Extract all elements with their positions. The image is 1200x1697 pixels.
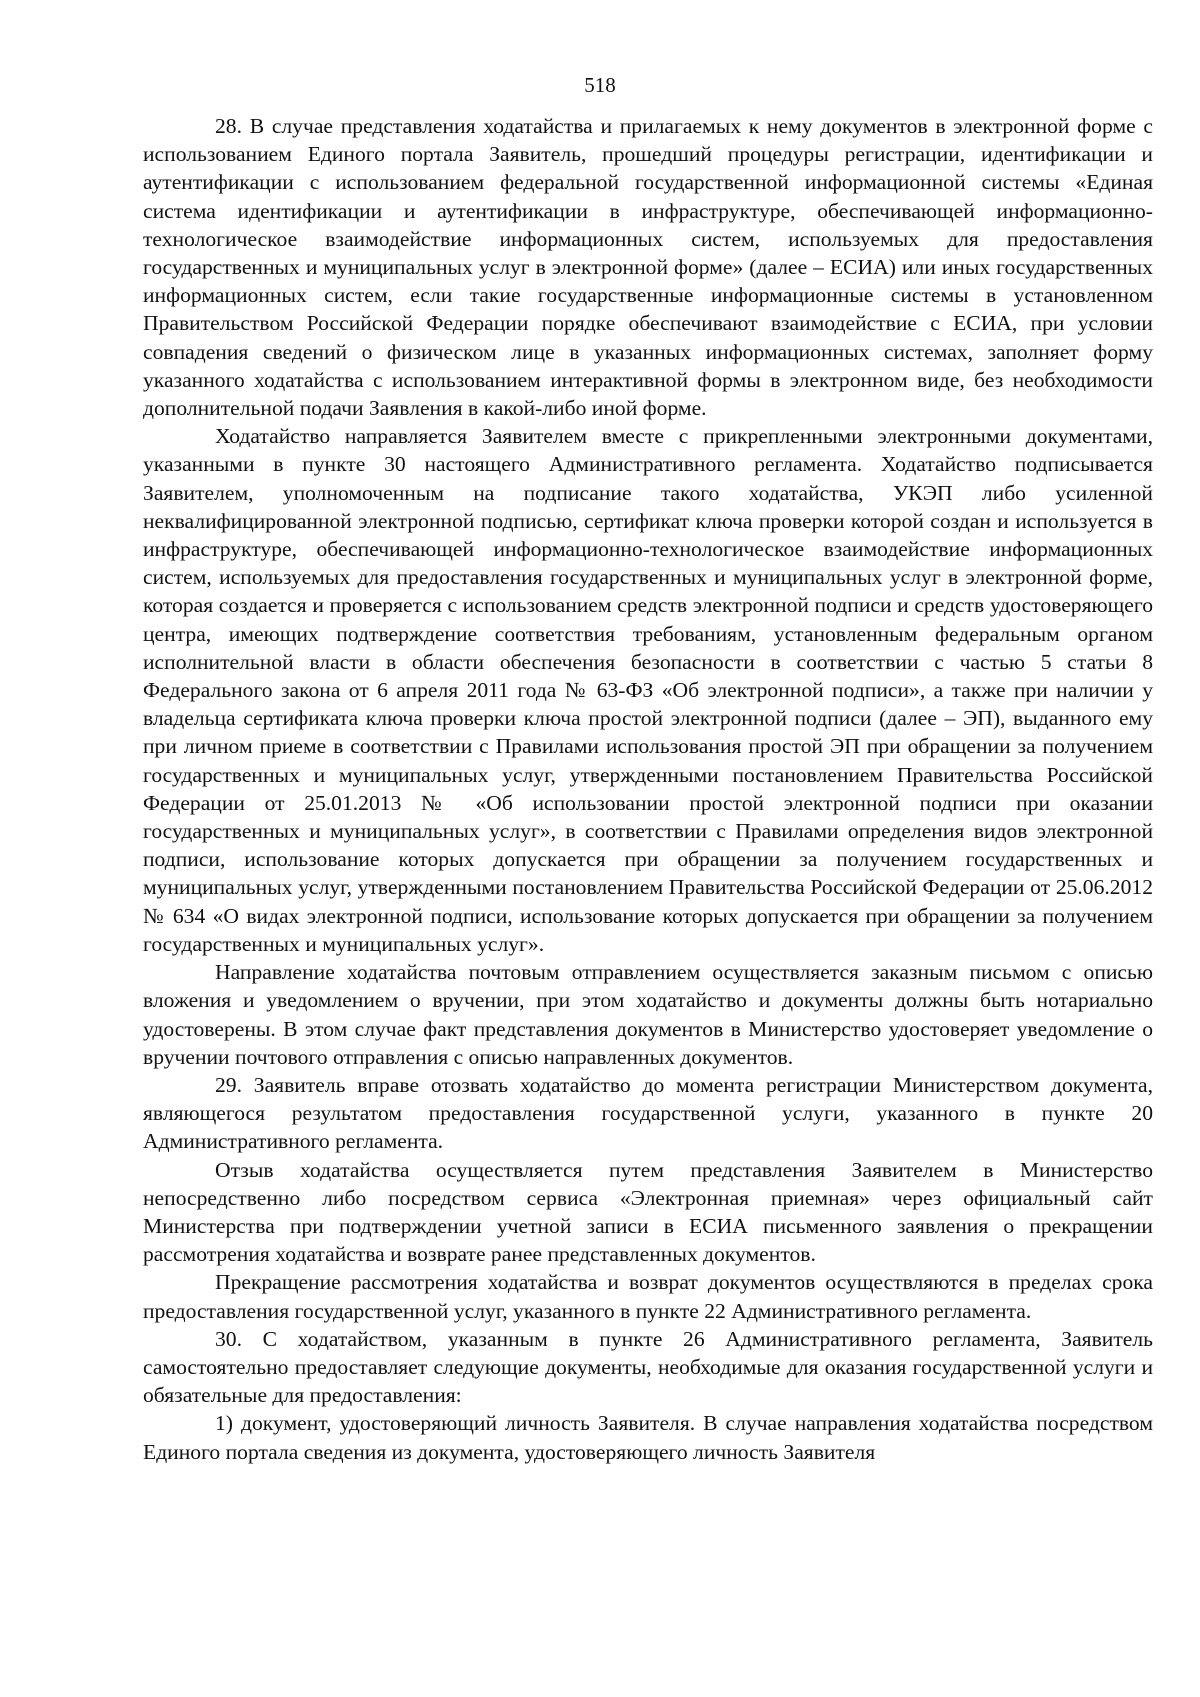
paragraph-postal-delivery: Направление ходатайства почтовым отправлением осуществляется заказным письмом с описью вложения и уведомлением о вручении, при этом ходатайство и документы должны быть нотариально удостоверены. В этом случае факт представления документов в Министерство удостоверяет уведомление о вручении почтового отправления с описью направленных документов. [143,960,1153,1069]
document-body [143,112,1153,1466]
paragraph-30: 30. С ходатайством, указанным в пункте 26 Административного регламента, Заявитель самостоятельно предоставляет следующие документы, необходимые для оказания государственной услуги и обязательные для предоставления: [143,1326,1153,1408]
paragraph-28: 28. В случае представления ходатайства и прилагаемых к нему документов в электронной форме с использованием Единого портала Заявитель, прошедший процедуры регистрации, идентификации и аутентификации с использованием федеральной государственной информационной системы «Единая система идентификации и аутентификации в инфраструктуре, обеспечивающей информационно-технологическое взаимодействие информационных систем, используемых для предоставления государственных и муниципальных услуг в электронной форме» (далее – ЕСИА) или иных государственных информационных систем, если такие государственные информационные системы в установленном Правительством Российской Федерации порядке обеспечивают взаимодействие с ЕСИА, при условии совпадения сведений о физическом лице в указанных информационных системах, заполняет форму указанного ходатайства с использованием интерактивной формы в электронном виде, без необходимости дополнительной подачи Заявления в какой-либо иной форме. [143,114,1153,421]
paragraph-termination: Прекращение рассмотрения ходатайства и возврат документов осуществляются в пределах срока предоставления государственной услуг, указанного в пункте 22 Административного регламента. [143,1270,1153,1323]
paragraph-withdrawal: Отзыв ходатайства осуществляется путем представления Заявителем в Министерство непосредственно либо посредством сервиса «Электронная приемная» через официальный сайт Министерства при подтверждении учетной записи в ЕСИА письменного заявления о прекращении рассмотрения ходатайства и возврате ранее представленных документов. [143,1157,1153,1267]
paragraph-29: 29. Заявитель вправе отозвать ходатайство до момента регистрации Министерством документа, являющегося результатом предоставления государственной услуги, указанного в пункте 20 Административного регламента. [143,1072,1153,1154]
page-number: 518 [584,73,616,97]
paragraph-30-item-1: 1) документ, удостоверяющий личность Заявителя. В случае направления ходатайства посредством Единого портала сведения из документа, удостоверяющего личность Заявителя [143,1411,1153,1464]
paragraph-petition-signing: Ходатайство направляется Заявителем вместе с прикрепленными электронными документами, указанными в пункте 30 настоящего Административного регламента. Ходатайство подписывается Заявителем, уполномоченным на подписание такого ходатайства, УКЭП либо усиленной неквалифицированной электронной подписью, сертификат ключа проверки которой создан и используется в инфраструктуре, обеспечивающей информационно-технологическое взаимодействие информационных систем, используемых для предоставления государственных и муниципальных услуг в электронной форме, которая создается и проверяется с использованием средств электронной подписи и средств удостоверяющего центра, имеющих подтверждение соответствия требованиям, установленным федеральным органом исполнительной власти в области обеспечения безопасности в соответствии с частью 5 статьи 8 Федерального закона от 6 апреля 2011 года № 63-ФЗ «Об электронной подписи», а также при наличии у владельца сертификата ключа проверки ключа простой электронной подписи (далее – ЭП), выданного ему при личном приеме в соответствии с Правилами использования простой ЭП при обращении за получением государственных и муниципальных услуг, утвержденными постановлением Правительства Российской Федерации от 25.01.2013 № «Об использовании простой электронной подписи при оказании государственных и муниципальных услуг», в соответствии с Правилами определения видов электронной подписи, использование которых допускается при обращении за получением государственных и муниципальных услуг, утвержденными постановлением Правительства Российской Федерации от 25.06.2012 № 634 «О видах электронной подписи, использование которых допускается при обращении за получением государственных и муниципальных услуг». [143,424,1153,956]
